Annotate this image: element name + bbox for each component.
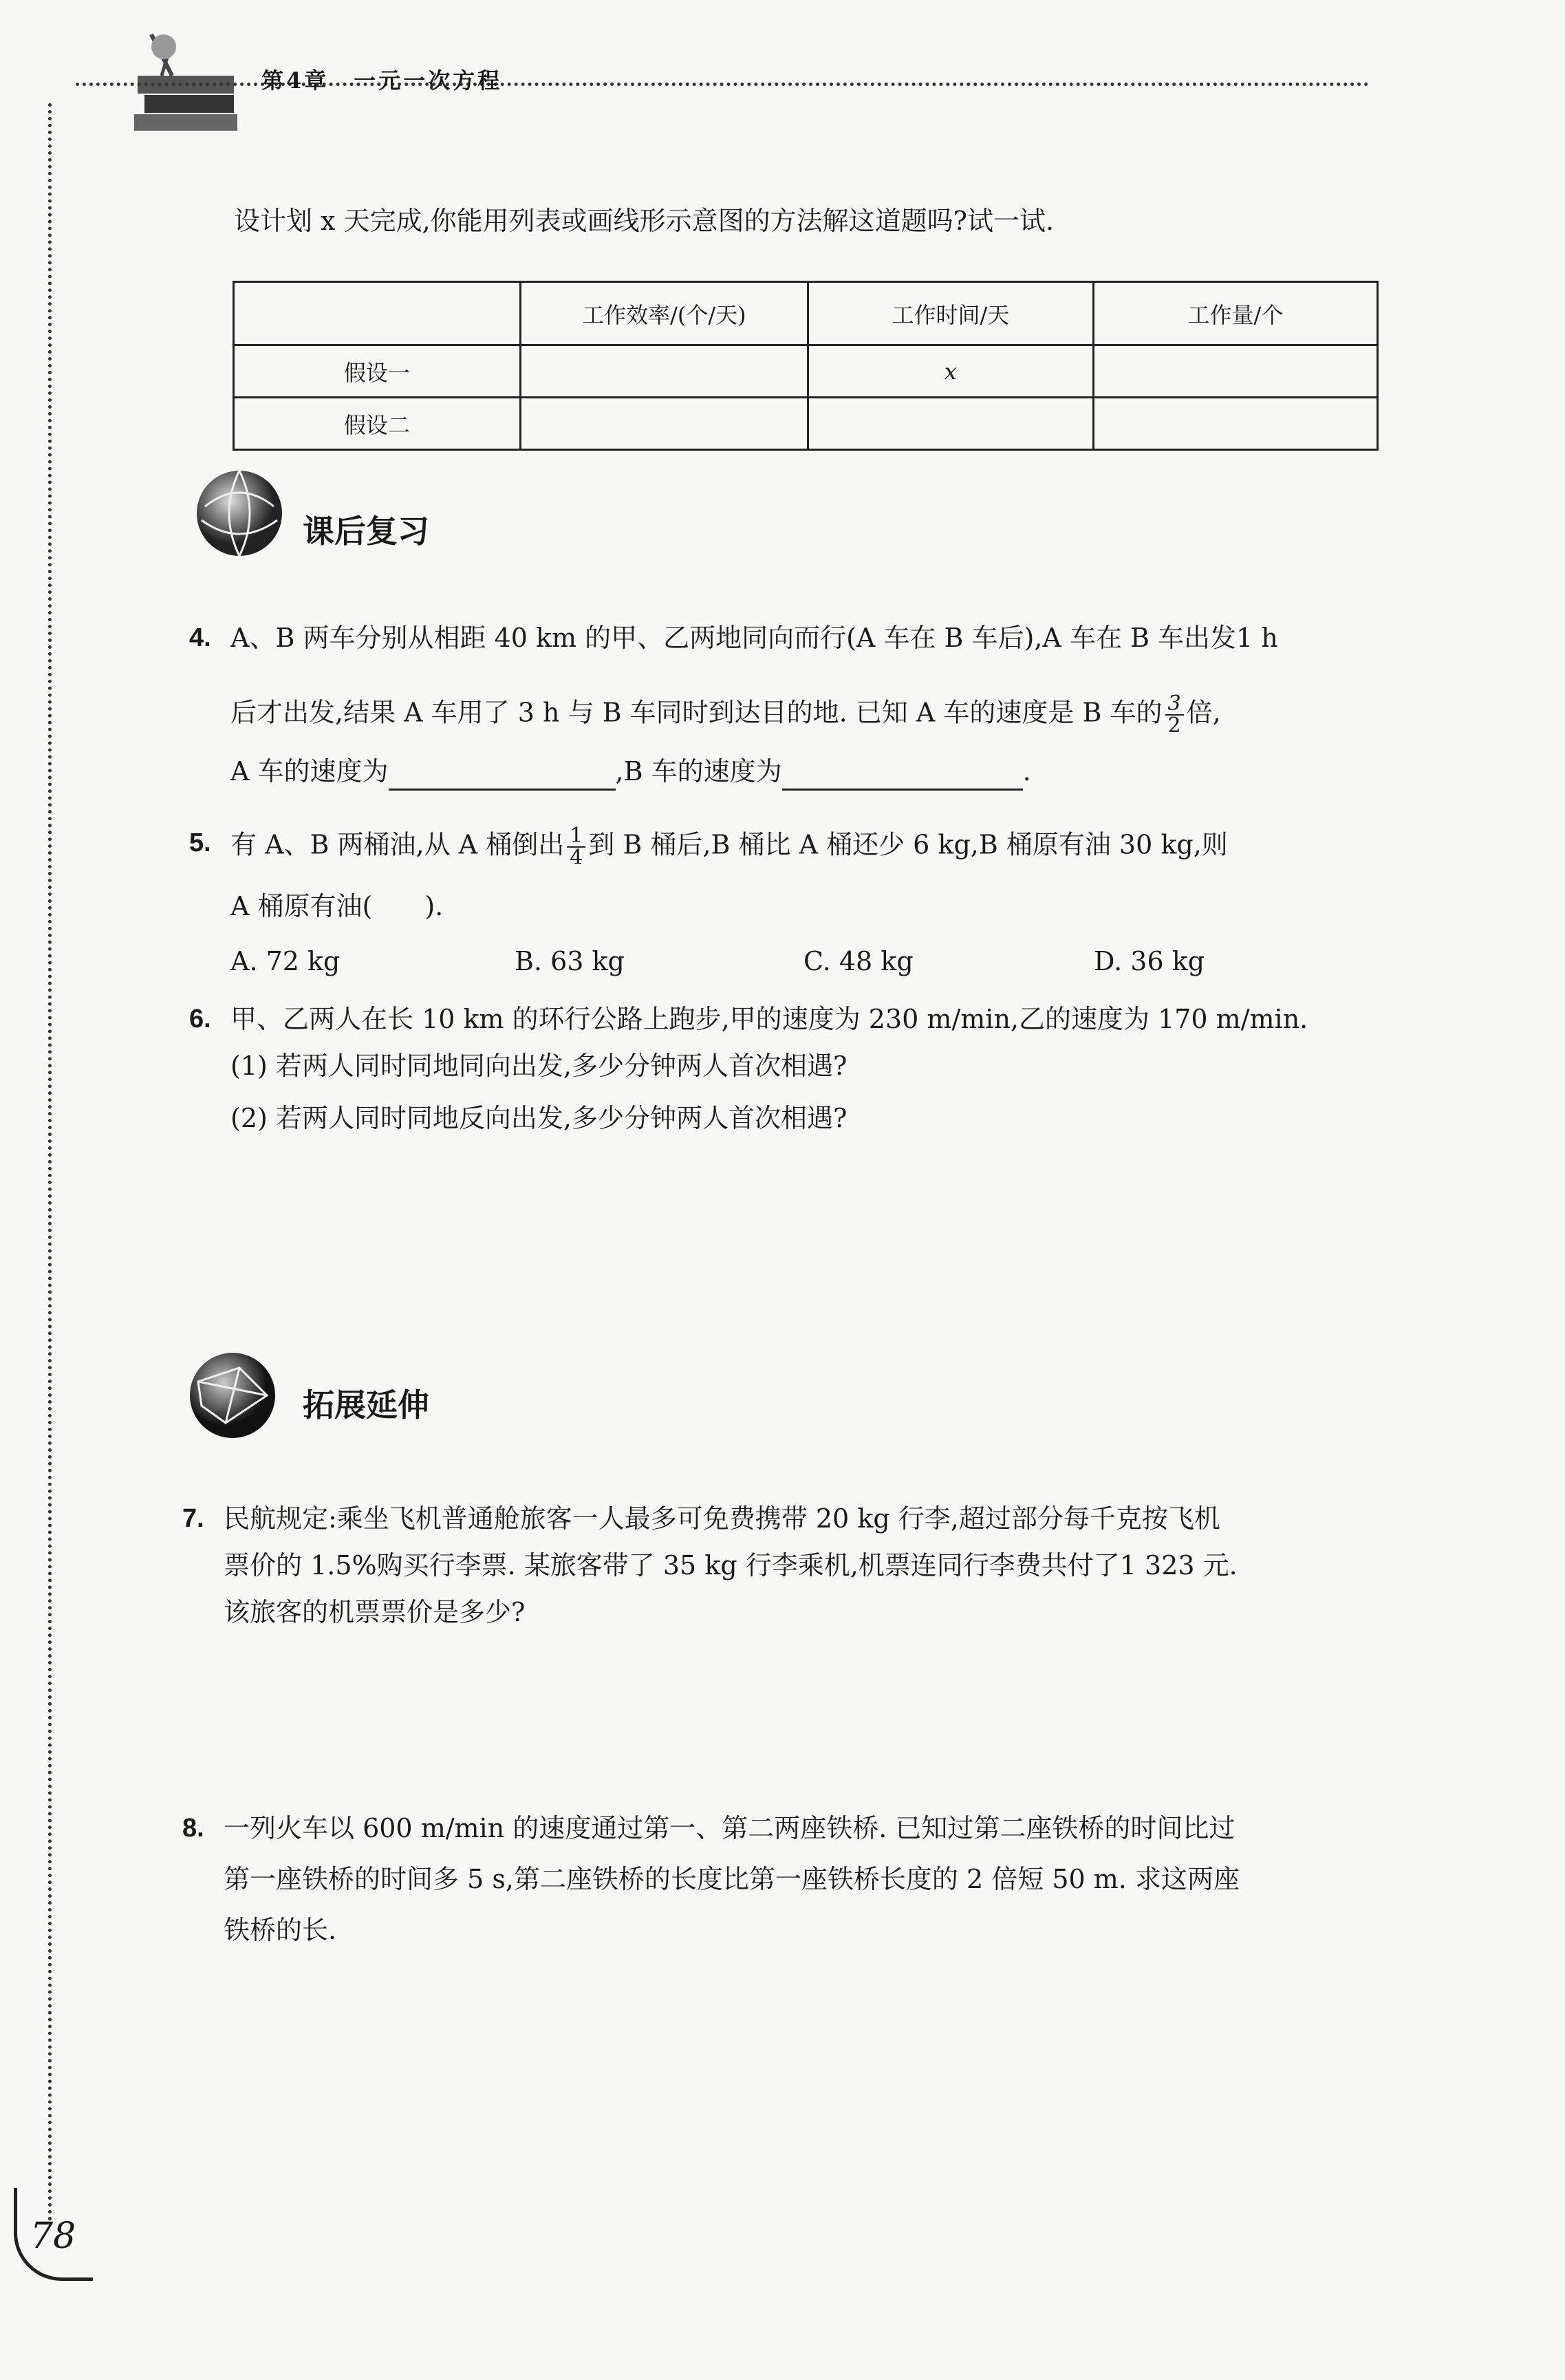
q4-line3 [230, 754, 1031, 791]
q8-line1: 一列火车以 600 m/min 的速度通过第一、第二两座铁桥. 已知过第二座铁桥的时间比过 [224, 1813, 1235, 1843]
fraction [567, 826, 585, 868]
q5-line1-end: 到 B 桶后,B 桶比 A 桶还少 6 kg,B 桶原有油 30 kg,则 [588, 829, 1228, 860]
question-number: 8. [182, 1814, 204, 1843]
section-title-extension: 拓展延伸 [303, 1386, 429, 1424]
table-header-cell [234, 282, 521, 345]
answer-blank[interactable] [389, 754, 616, 791]
table-header-cell: 工作时间/天 [808, 282, 1093, 345]
table-cell: 假设一 [234, 345, 521, 398]
option-b[interactable]: B. 63 kg [515, 946, 625, 976]
q4-line2-end: 倍, [1186, 697, 1221, 728]
fraction-denominator: 4 [570, 846, 583, 870]
q5-line1 [230, 826, 1228, 868]
table-header-row [234, 282, 1378, 345]
table-cell [520, 398, 808, 450]
q7-line2: 票价的 1.5%购买行李票. 某旅客带了 35 kg 行李乘机,机票连同行李费共付了1 323 元. [224, 1550, 1238, 1580]
table-cell [520, 345, 808, 398]
page-number: 78 [30, 2216, 76, 2257]
globe-icon [191, 465, 288, 561]
table-row [234, 345, 1378, 398]
answer-blank[interactable] [782, 754, 1023, 791]
q4-blank-b-label: ,B 车的速度为 [615, 756, 782, 786]
table-cell [1093, 398, 1377, 450]
q4-end: . [1022, 756, 1031, 786]
table-header-cell: 工作量/个 [1093, 282, 1377, 345]
table-cell [808, 398, 1093, 450]
chapter-heading: 第4章 一元一次方程 [261, 67, 503, 94]
table-cell [1093, 345, 1377, 398]
option-a[interactable]: A. 72 kg [230, 946, 341, 976]
q6-sub2: (2) 若两人同时同地反向出发,多少分钟两人首次相遇? [230, 1103, 848, 1133]
q7-line3: 该旅客的机票票价是多少? [224, 1597, 526, 1627]
question-number: 5. [189, 828, 211, 857]
q6-line1: 甲、乙两人在长 10 km 的环行公路上跑步,甲的速度为 230 m/min,乙的速度为 170 m/min. [230, 1004, 1308, 1034]
table-header-cell: 工作效率/(个/天) [520, 282, 808, 345]
fraction [1165, 694, 1184, 736]
network-globe-icon [184, 1347, 281, 1444]
intro-text: 设计划 x 天完成,你能用列表或画线形示意图的方法解这道题吗?试一试. [234, 206, 1055, 236]
fraction-numerator: 1 [567, 826, 585, 848]
work-table [233, 281, 1379, 451]
margin-dotted-rule [48, 103, 52, 2222]
q4-blank-a-label: A 车的速度为 [230, 756, 389, 786]
q7-line1: 民航规定:乘坐飞机普通舱旅客一人最多可免费携带 20 kg 行李,超过部分每千克按飞机 [224, 1503, 1220, 1534]
q6-sub1: (1) 若两人同时同地同向出发,多少分钟两人首次相遇? [230, 1051, 848, 1081]
table-cell: 假设二 [234, 398, 521, 450]
question-number: 6. [189, 1005, 211, 1033]
section-title-review: 课后复习 [303, 513, 429, 550]
fraction-denominator: 2 [1167, 714, 1181, 738]
fraction-numerator: 3 [1165, 694, 1184, 716]
table-row [234, 398, 1378, 450]
q8-line3: 铁桥的长. [224, 1915, 337, 1945]
q8-line2: 第一座铁桥的时间多 5 s,第二座铁桥的长度比第一座铁桥长度的 2 倍短 50 m. 求这两座 [224, 1864, 1240, 1894]
q5-line2: A 桶原有油( ). [230, 891, 444, 921]
option-d[interactable]: D. 36 kg [1094, 946, 1205, 976]
q4-line2-text: 后才出发,结果 A 车用了 3 h 与 B 车同时到达目的地. 已知 A 车的速度是 B 车的 [230, 697, 1163, 728]
q4-line2 [230, 694, 1221, 736]
option-c[interactable]: C. 48 kg [803, 946, 914, 976]
question-number: 4. [189, 623, 211, 652]
question-number: 7. [182, 1504, 204, 1533]
q4-line1: A、B 两车分别从相距 40 km 的甲、乙两地同向而行(A 车在 B 车后),A 车在 B 车出发1 h [230, 623, 1278, 653]
q5-line1-text: 有 A、B 两桶油,从 A 桶倒出 [230, 829, 565, 860]
table-cell: x [808, 345, 1093, 398]
